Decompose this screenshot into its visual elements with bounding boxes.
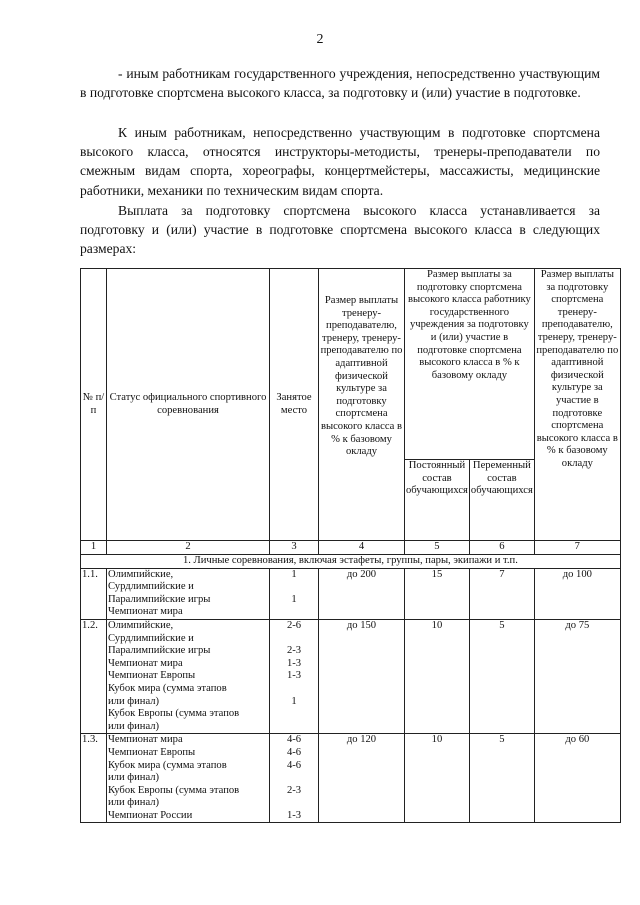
header-pay-coach-text: Размер выплаты тренеру-преподавателю, тренеру, тренеру-преподавателю по адаптивной физической культуре за подготовку спортсмена высокого класса в % к базовому окладу: [320, 295, 403, 458]
place-text: 1: [291, 593, 297, 605]
header-permanent: [405, 460, 470, 541]
place-text: 2-6: [286, 619, 302, 631]
column-number: 6: [469, 541, 534, 555]
row-pay-participation: до 60: [534, 734, 620, 823]
place-text: 1-3: [286, 670, 302, 682]
row-status: [107, 619, 270, 733]
header-pay-participation: [534, 269, 620, 541]
status-text: или финал): [108, 695, 160, 707]
column-number: 4: [319, 541, 405, 555]
row-permanent: 10: [405, 619, 470, 733]
page-number: 2: [316, 32, 324, 47]
row-pay-coach: до 150: [319, 619, 405, 733]
row-pay-participation: до 100: [534, 568, 620, 619]
column-number: 7: [534, 541, 620, 555]
header-pay-participation-text: Размер выплаты за подготовку спортсмена тренеру-преподавателю, тренеру, тренеру-преподавателю по адаптивной физической культуре за участие в подготовке спортсмена высокого класса в % к базовому окладу: [536, 269, 619, 469]
row-pay-participation: до 75: [534, 619, 620, 733]
status-text: Олимпийские,: [108, 619, 174, 631]
header-permanent-text: Постоянный состав обучающихся: [406, 460, 468, 497]
row-status: [107, 568, 270, 619]
header-number-text: № п/п: [82, 391, 105, 416]
status-text: или финал): [108, 772, 160, 784]
row-variable: 5: [469, 619, 534, 733]
table-row: [81, 568, 621, 619]
paragraph-payment-intro: Выплата за подготовку спортсмена высокого класса устанавливается за подготовку и (или) участие в подготовке спортсмена высокого класса в следующих размерах:: [80, 203, 600, 257]
status-text: Чемпионат мира: [108, 734, 183, 746]
row-number: 1.3.: [81, 734, 107, 823]
header-status: [107, 269, 270, 541]
row-permanent: 10: [405, 734, 470, 823]
status-text: Кубок мира (сумма этапов: [108, 759, 227, 771]
status-text: Кубок Европы (сумма этапов: [108, 784, 240, 796]
paragraph-staff-list: К иным работникам, непосредственно участвующим в подготовке спортсмена высокого класса, относятся инструкторы-методисты, тренеры-преподаватели по смежным видам спорта, хореографы, концертмейстеры, массажисты, медицинские работники, механики по техническим видам спорта.: [80, 125, 600, 198]
row-permanent: 15: [405, 568, 470, 619]
place-text: 4-6: [286, 734, 302, 746]
status-text: Чемпионат Европы: [108, 670, 196, 682]
status-text: Кубок Европы (сумма этапов: [108, 708, 240, 720]
row-status: [107, 734, 270, 823]
header-status-text: Статус официального спортивного соревнования: [109, 391, 267, 416]
row-number: 1.2.: [81, 619, 107, 733]
status-text: Чемпионат России: [108, 809, 193, 821]
status-text: Паралимпийские игры: [108, 645, 211, 657]
row-place: [270, 734, 319, 823]
place-text: 2-3: [286, 784, 302, 796]
column-number: 3: [270, 541, 319, 555]
status-text: Чемпионат мира: [108, 657, 183, 669]
header-place-text: Занятое место: [276, 391, 312, 416]
header-variable: [469, 460, 534, 541]
row-pay-coach: до 120: [319, 734, 405, 823]
place-text: 1: [291, 568, 297, 580]
column-number: 2: [107, 541, 270, 555]
row-place: [270, 568, 319, 619]
place-text: 1-3: [286, 809, 302, 821]
section-title: 1. Личные соревнования, включая эстафеты, группы, пары, экипажи и т.п.: [81, 554, 621, 568]
status-text: или финал): [108, 797, 160, 809]
status-text: или финал): [108, 720, 160, 732]
status-text: Сурдлимпийские и: [108, 632, 194, 644]
column-number: 5: [405, 541, 470, 555]
payment-table: [80, 268, 621, 823]
row-number: 1.1.: [81, 568, 107, 619]
status-text: Чемпионат мира: [108, 606, 183, 618]
row-variable: 7: [469, 568, 534, 619]
status-text: Паралимпийские игры: [108, 593, 211, 605]
status-text: Кубок мира (сумма этапов: [108, 682, 227, 694]
place-text: 2-3: [286, 645, 302, 657]
status-text: Чемпионат Европы: [108, 746, 196, 758]
header-pay-coach: [319, 269, 405, 541]
table-row: [81, 619, 621, 733]
place-text: 1-3: [286, 657, 302, 669]
table-row: [81, 734, 621, 823]
header-pay-staff: [405, 269, 535, 460]
place-text: 4-6: [286, 746, 302, 758]
column-number: 1: [81, 541, 107, 555]
row-place: [270, 619, 319, 733]
place-text: 1: [291, 695, 297, 707]
status-text: Олимпийские,: [108, 568, 174, 580]
place-text: 4-6: [286, 759, 302, 771]
header-variable-text: Переменный состав обучающихся: [470, 460, 533, 497]
header-pay-staff-text: Размер выплаты за подготовку спортсмена высокого класса работнику государственного учреждения за подготовку и (или) участие в подготовке спортсмена высокого класса в % к базовому окладу: [407, 269, 531, 381]
row-variable: 5: [469, 734, 534, 823]
header-place: [270, 269, 319, 541]
header-number: [81, 269, 107, 541]
status-text: Сурдлимпийские и: [108, 581, 194, 593]
paragraph-other-staff: - иным работникам государственного учреждения, непосредственно участвующим в подготовке спортсмена высокого класса, за подготовку и (или) участие в подготовке.: [80, 66, 600, 101]
row-pay-coach: до 200: [319, 568, 405, 619]
